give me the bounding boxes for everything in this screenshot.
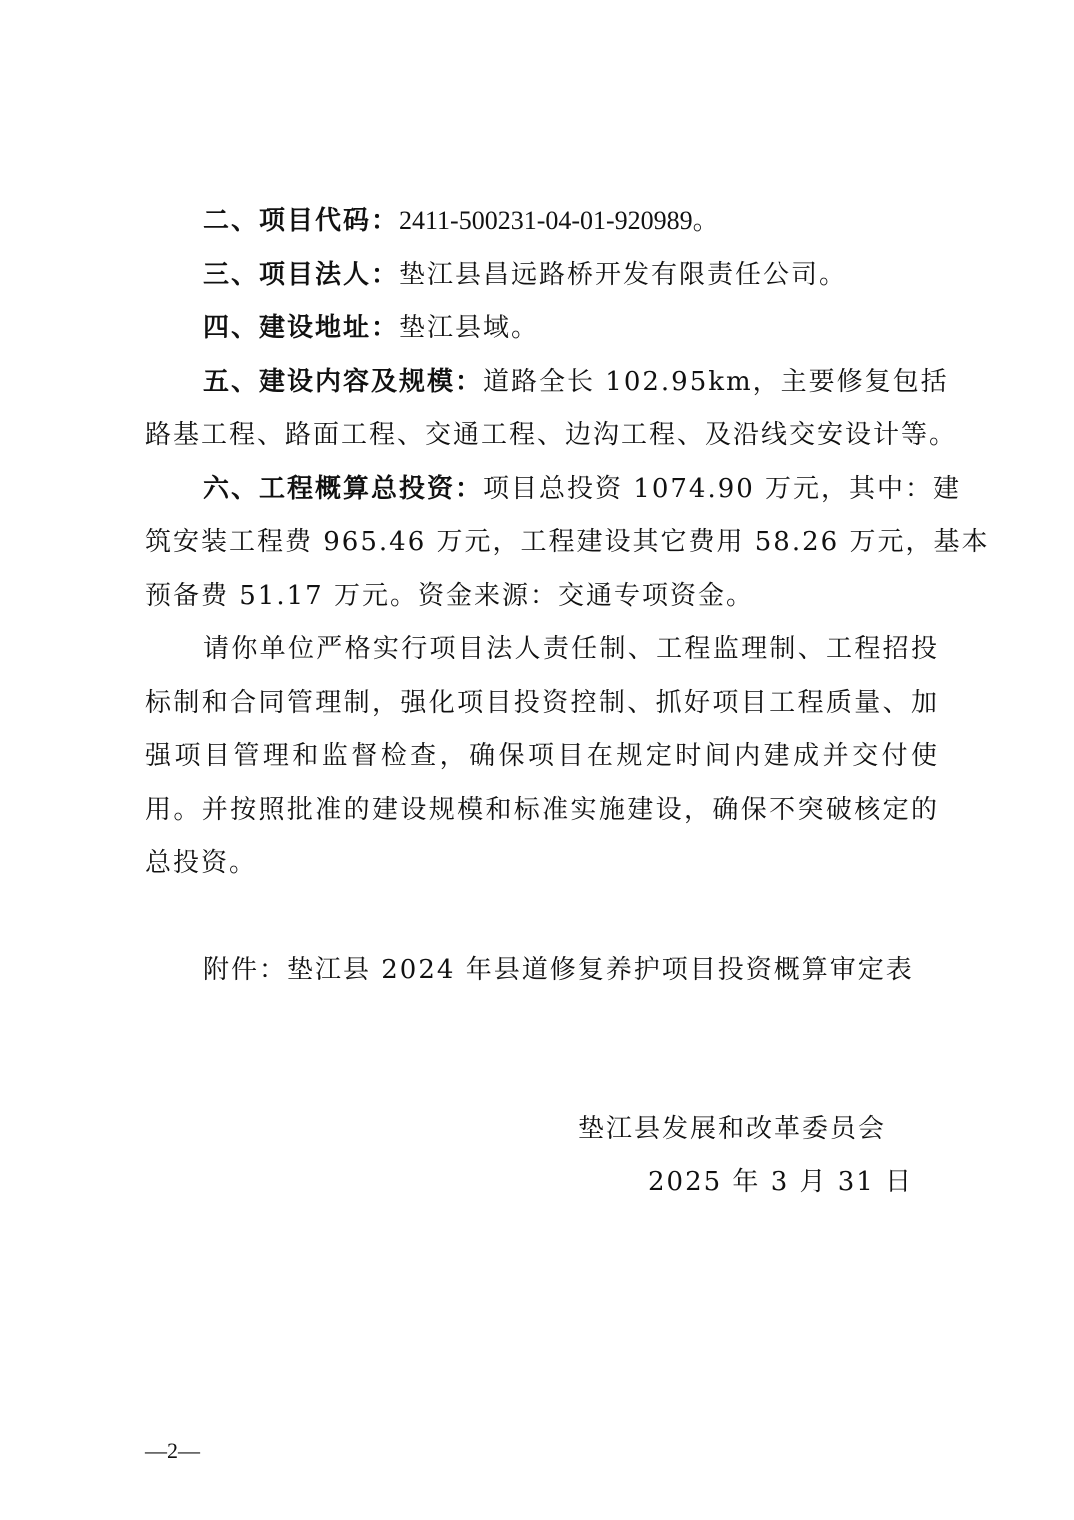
construction-scope-label: 五、建设内容及规模：	[203, 367, 484, 397]
requirements-line-4: 用。并按照批准的建设规模和标准实施建设，确保不突破核定的	[145, 795, 939, 825]
construction-scope-line-2: 路基工程、路面工程、交通工程、边沟工程、及沿线交安设计等。	[145, 420, 958, 450]
attachment-line: 附件：垫江县 2024 年县道修复养护项目投资概算审定表	[203, 955, 914, 985]
construction-address-value: 垫江县域。	[399, 313, 540, 343]
project-code-value: 2411-500231-04-01-920989。	[399, 206, 719, 235]
project-legal-person-value: 垫江县昌远路桥开发有限责任公司。	[399, 260, 848, 290]
requirements-line-1: 请你单位严格实行项目法人责任制、工程监理制、工程招投	[203, 634, 939, 664]
issuing-organization: 垫江县发展和改革委员会	[578, 1114, 887, 1144]
construction-address-line	[203, 308, 539, 348]
investment-line-3: 预备费 51.17 万元。资金来源：交通专项资金。	[145, 581, 754, 611]
project-legal-person-line	[203, 255, 847, 295]
issue-date: 2025 年 3 月 31 日	[648, 1167, 914, 1197]
investment-label: 六、工程概算总投资：	[203, 474, 484, 504]
project-code-line	[203, 201, 719, 241]
project-code-label: 二、项目代码：	[203, 206, 400, 236]
construction-scope-value: 道路全长 102.95km，主要修复包括	[483, 367, 949, 397]
page-number: —2—	[145, 1438, 200, 1463]
requirements-line-5: 总投资。	[145, 848, 258, 878]
requirements-line-2: 标制和合同管理制，强化项目投资控制、抓好项目工程质量、加	[145, 688, 939, 718]
construction-scope-line-1	[203, 362, 949, 402]
construction-address-label: 四、建设地址：	[203, 313, 400, 343]
investment-value: 项目总投资 1074.90 万元，其中：建	[483, 474, 962, 504]
requirements-line-3: 强项目管理和监督检查，确保项目在规定时间内建成并交付使	[145, 741, 939, 771]
investment-line-1	[203, 469, 962, 509]
investment-line-2: 筑安装工程费 965.46 万元，工程建设其它费用 58.26 万元，基本	[145, 527, 990, 557]
project-legal-person-label: 三、项目法人：	[203, 260, 400, 290]
